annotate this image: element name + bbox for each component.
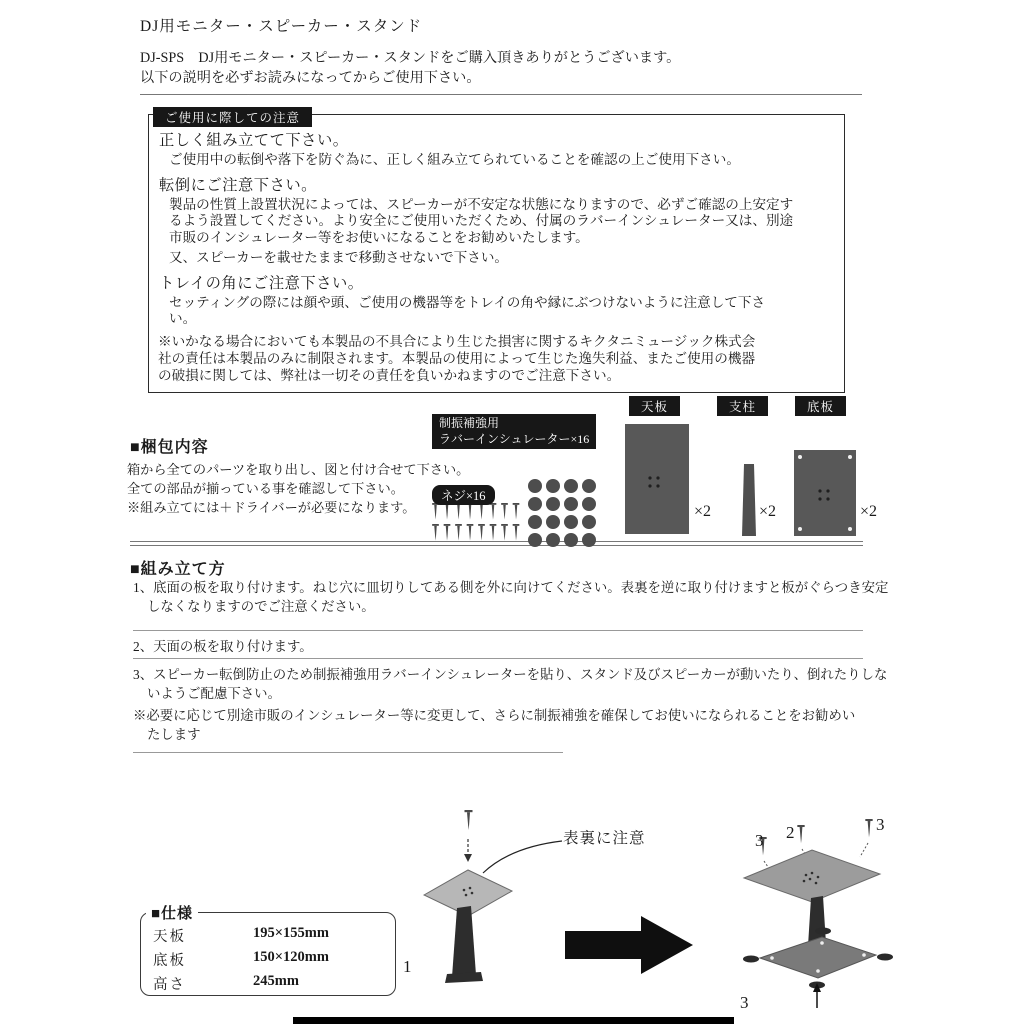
spec-value: 150×120mm bbox=[253, 949, 329, 965]
spec-row-top-plate bbox=[153, 925, 395, 946]
caution-heading-2: 転倒にご注意下さい。 bbox=[159, 176, 317, 194]
diagram-step2 bbox=[743, 819, 893, 1008]
assembly-note: ※必要に応じて別途市販のインシュレーター等に変更して、さらに制振補強を確保してお使いになられることをお勧めいたします bbox=[133, 708, 856, 742]
package-line-3: ※組み立てには＋ドライバーが必要になります。 bbox=[127, 500, 416, 515]
step-divider-3 bbox=[133, 752, 563, 753]
callout-line bbox=[483, 841, 562, 873]
diagram-number-bottom: 3 bbox=[740, 993, 749, 1012]
diagram-step1 bbox=[424, 810, 512, 983]
pillar-graphic bbox=[742, 464, 756, 536]
top-plate-graphic bbox=[625, 424, 689, 534]
spec-heading: ■仕様 bbox=[146, 902, 198, 923]
spec-row-height bbox=[153, 973, 395, 994]
package-line-2: 全ての部品が揃っている事を確認して下さい。 bbox=[127, 481, 404, 496]
assembly-heading: ■組み立て方 bbox=[130, 561, 226, 578]
spec-row-bottom-plate bbox=[153, 949, 395, 970]
caution-heading-1: 正しく組み立てて下さい。 bbox=[159, 132, 349, 149]
footer-bar bbox=[293, 1017, 734, 1024]
assembly-step-3: 3、スピーカー転倒防止のため制振補強用ラバーインシュレーターを貼り、スタンド及びスピーカーが動いたり、倒れたりしないようご配慮下さい。 bbox=[133, 667, 888, 701]
assembly-diagram-graphic bbox=[390, 795, 920, 1017]
bottom-plate-qty: ×2 bbox=[860, 503, 878, 520]
spec-label: 高さ bbox=[153, 977, 186, 993]
insulator-label-line-2: ラバーインシュレーター×16 bbox=[439, 431, 590, 446]
header-divider bbox=[140, 94, 862, 95]
caution-heading-3: トレイの角にご注意下さい。 bbox=[159, 274, 364, 292]
step-divider-2 bbox=[133, 658, 863, 659]
insulators-graphic bbox=[528, 479, 596, 547]
assembly-step-1: 1、底面の板を取り付けます。ねじ穴に皿切りしてある側を外に向けてください。表裏を逆に取り付けますと板がぐらつき安定しなくなりますのでご注意ください。 bbox=[133, 580, 889, 614]
caution-tab-label: ご使用に際しての注意 bbox=[153, 107, 312, 127]
caution-body-2: 製品の性質上設置状況によっては、スピーカーが不安定な状態になりますので、必ずご確認の上安定するよう設置してください。より安全にご使用いただくため、付属のラバーインシュレーター又は、別途市販のインシュレーター等をお使いになることをお勧めいたします。 bbox=[169, 196, 794, 245]
package-heading: ■梱包内容 bbox=[130, 439, 209, 456]
caution-body-3: セッティングの際には顔や頭、ご使用の機器等をトレイの角や縁にぶつけないように注意して下さい。 bbox=[169, 294, 766, 327]
diagram-number-1: 1 bbox=[403, 957, 412, 976]
package-line-1: 箱から全てのパーツを取り出し、図と付け合せて下さい。 bbox=[127, 462, 470, 477]
bottom-plate-label: 底板 bbox=[795, 396, 846, 416]
intro-line-1: DJ-SPS DJ用モニター・スピーカー・スタンドをご購入頂きありがとうございます。 bbox=[140, 50, 681, 66]
caution-box bbox=[148, 114, 845, 393]
caution-body-1: ご使用中の転倒や落下を防ぐ為に、正しく組み立てられていることを確認の上ご使用下さい。 bbox=[169, 152, 740, 167]
diagram-number-left: 3 bbox=[755, 831, 764, 850]
screw-label: ネジ×16 bbox=[432, 485, 495, 505]
diagram-callout: 表裏に注意 bbox=[563, 830, 646, 847]
arrow-right-icon bbox=[565, 916, 693, 974]
spec-box bbox=[140, 906, 396, 996]
assembly-step-2: 2、天面の板を取り付けます。 bbox=[133, 639, 313, 654]
insulator-label bbox=[432, 414, 596, 449]
diagram-number-right: 3 bbox=[876, 815, 885, 834]
spec-value: 195×155mm bbox=[253, 925, 329, 941]
diagram-number-mid: 2 bbox=[786, 823, 795, 842]
caution-body-2b: 又、スピーカーを載せたままで移動させないで下さい。 bbox=[169, 250, 509, 266]
bottom-plate-graphic bbox=[794, 450, 856, 536]
pillar-qty: ×2 bbox=[759, 503, 777, 520]
step-divider-1 bbox=[133, 630, 863, 631]
spec-label: 天板 bbox=[153, 929, 186, 945]
caution-disclaimer: ※いかなる場合においても本製品の不具合により生じた損害に関するキクタニミュージック株式会社の責任は本製品のみに制限されます。本製品の使用によって生じた逸失利益、またご使用の機器の破損に関しては、弊社は一切その責任を負いかねますのでご注意下さい。 bbox=[158, 334, 756, 384]
top-plate-label: 天板 bbox=[629, 396, 680, 416]
pillar-label: 支柱 bbox=[717, 396, 768, 416]
intro-line-2: 以下の説明を必ずお読みになってからご使用下さい。 bbox=[140, 70, 481, 86]
spec-label: 底板 bbox=[153, 953, 186, 969]
top-plate-qty: ×2 bbox=[694, 503, 712, 520]
screws-graphic bbox=[432, 503, 519, 541]
insulator-label-line-1: 制振補強用 bbox=[439, 416, 500, 430]
spec-value: 245mm bbox=[253, 973, 299, 989]
page-title: DJ用モニター・スピーカー・スタンド bbox=[140, 18, 423, 35]
